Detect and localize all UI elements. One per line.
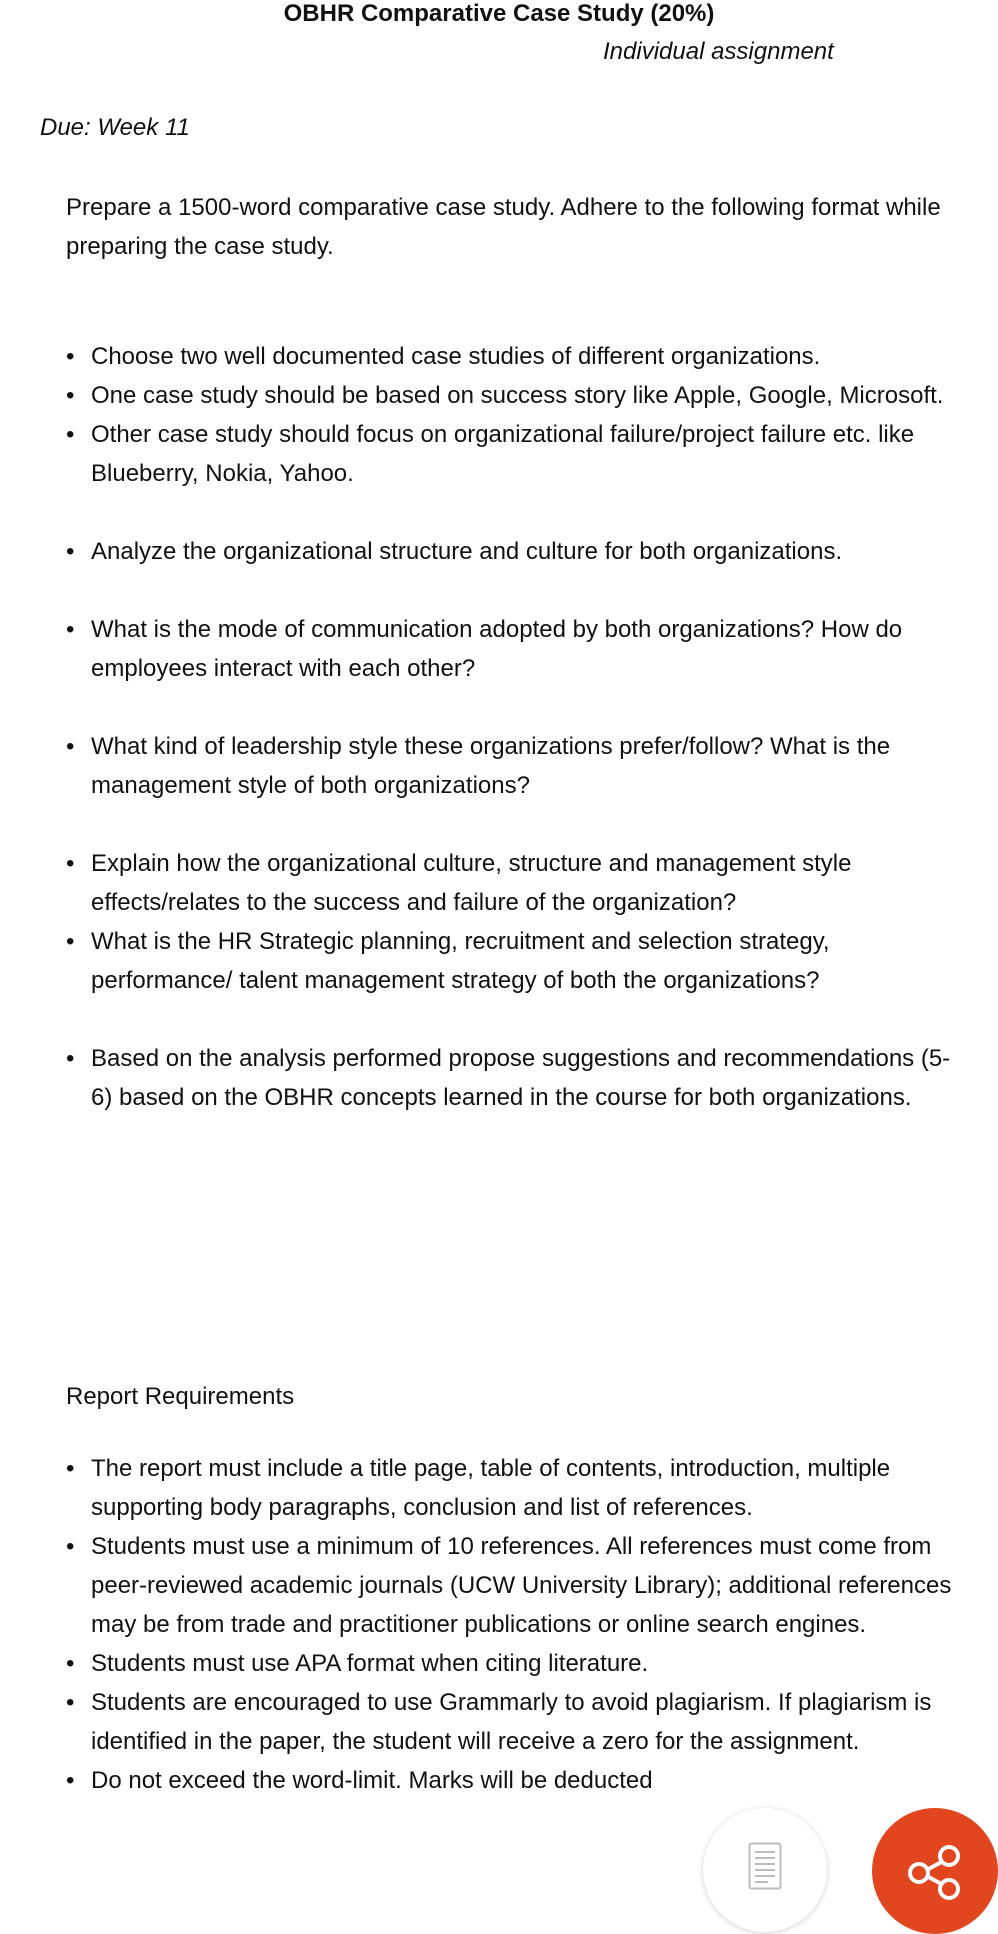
list-item-text: What is the mode of communication adopted by both organizations? How do employees interact with each other? <box>91 616 903 682</box>
list-item <box>66 1683 966 1761</box>
list-item-text: Choose two well documented case studies of different organizations. <box>91 343 821 370</box>
list-item <box>66 844 966 922</box>
bullet-icon: • <box>66 421 75 448</box>
bullet-icon: • <box>66 733 75 760</box>
share-icon <box>905 1842 965 1900</box>
bullet-icon: • <box>66 382 75 409</box>
list-item <box>66 337 966 376</box>
bullet-icon: • <box>66 616 75 643</box>
document-title: OBHR Comparative Case Study (20%) <box>283 0 715 27</box>
list-item <box>66 532 966 571</box>
document-outline-button[interactable] <box>703 1808 827 1932</box>
document-icon <box>748 1842 782 1890</box>
list-item-text: The report must include a title page, table of contents, introduction, multiple supporting body paragraphs, conclusion and list of references. <box>91 1455 891 1521</box>
list-item <box>66 1449 966 1527</box>
bullet-icon: • <box>66 850 75 877</box>
list-item <box>66 415 966 493</box>
list-item-text: One case study should be based on success story like Apple, Google, Microsoft. <box>91 382 944 409</box>
bullet-icon: • <box>66 538 75 565</box>
list-item-text: Do not exceed the word-limit. Marks will be deducted <box>91 1767 653 1794</box>
list-item-text: What is the HR Strategic planning, recruitment and selection strategy, performance/ talent management strategy of both the organizations? <box>91 928 830 994</box>
list-item-text: Explain how the organizational culture, structure and management style effects/relates to the success and failure of the organization? <box>91 850 852 916</box>
list-item-text: What kind of leadership style these organizations prefer/follow? What is the management style of both organizations? <box>91 733 891 799</box>
list-item-text: Other case study should focus on organizational failure/project failure etc. like Blueberry, Nokia, Yahoo. <box>91 421 915 487</box>
list-item <box>66 610 966 688</box>
intro-paragraph: Prepare a 1500-word comparative case study. Adhere to the following format while preparing the case study. <box>66 194 941 260</box>
bullet-icon: • <box>66 1533 75 1560</box>
bullet-icon: • <box>66 1689 75 1716</box>
list-item-text: Students are encouraged to use Grammarly to avoid plagiarism. If plagiarism is identified in the paper, the student will receive a zero for the assignment. <box>91 1689 932 1755</box>
bullet-icon: • <box>66 1045 75 1072</box>
bullet-icon: • <box>66 1767 75 1794</box>
list-item-text: Based on the analysis performed propose suggestions and recommendations (5-6) based on the OBHR concepts learned in the course for both organizations. <box>91 1045 951 1111</box>
report-requirements-list <box>66 1449 966 1800</box>
list-item-text: Analyze the organizational structure and culture for both organizations. <box>91 538 843 565</box>
list-item <box>66 1644 966 1683</box>
list-item-text: Students must use a minimum of 10 references. All references must come from peer-reviewed academic journals (UCW University Library); additional references may be from trade and practitioner publications or online search engines. <box>91 1533 952 1638</box>
list-item <box>66 1527 966 1644</box>
bullet-icon: • <box>66 343 75 370</box>
share-button[interactable] <box>872 1808 998 1934</box>
list-item <box>66 727 966 805</box>
instructions-list <box>66 337 966 1117</box>
due-date: Due: Week 11 <box>40 114 190 141</box>
list-item-text: Students must use APA format when citing literature. <box>91 1650 649 1677</box>
section-heading: Report Requirements <box>66 1383 295 1410</box>
list-item <box>66 1761 966 1800</box>
bullet-icon: • <box>66 928 75 955</box>
bullet-icon: • <box>66 1455 75 1482</box>
list-item <box>66 922 966 1000</box>
list-item <box>66 376 966 415</box>
document-subtitle: Individual assignment <box>603 38 834 65</box>
bullet-icon: • <box>66 1650 75 1677</box>
list-item <box>66 1039 966 1117</box>
